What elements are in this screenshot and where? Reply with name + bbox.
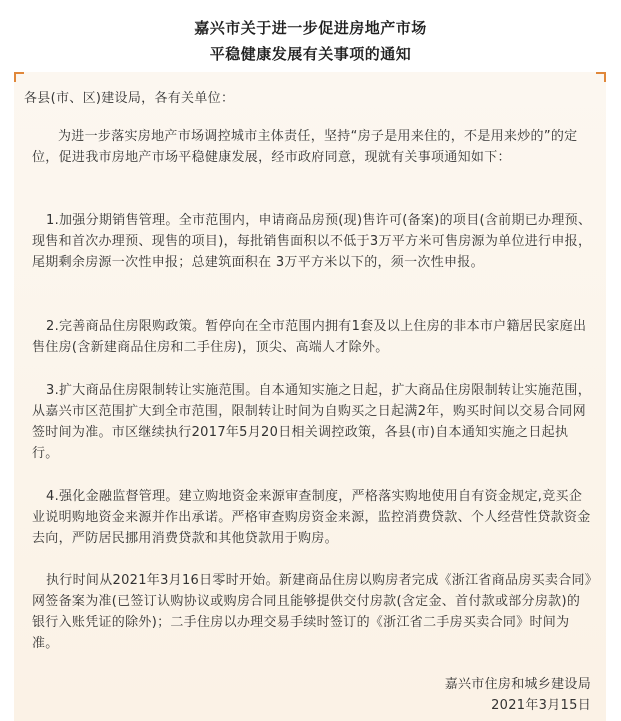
greeting-line: 各县(市、区)建设局，各有关单位： (24, 91, 235, 106)
policy-item-3: 3.扩大商品住房限制转让实施范围。自本通知实施之日起，扩大商品住房限制转让实施范围，从嘉兴市区范围扩大到全市范围，限制转让时间为自购买之日起满2年，购买时间以交易合同网签时间为准。市区继续执行2017年5月20日相关调控政策，各县(市)自本通知实施之日起执行。 (32, 383, 592, 461)
execution-paragraph: 执行时间从2021年3月16日零时开始。新建商品住房以购房者完成《浙江省商品房买卖合同》网签备案为准(已签订认购协议或购房合同且能够提供交付房款(含定金、首付款或部分房款)的银行入账凭证的除外)；二手住房以办理交易手续时签订的《浙江省二手房买卖合同》时间为准。 (32, 573, 592, 651)
document-title-line1: 嘉兴市关于进一步促进房地产市场 (194, 19, 427, 37)
document-header (0, 0, 621, 70)
policy-item-2: 2.完善商品住房限购政策。暂停向在全市范围内拥有1套及以上住房的非本市户籍居民家庭出售住房(含新建商品住房和二手住房)，顶尖、高端人才除外。 (32, 319, 587, 355)
corner-bracket-icon (596, 72, 606, 82)
corner-bracket-icon (14, 72, 24, 82)
document-title-line2: 平稳健康发展有关事项的通知 (209, 45, 412, 63)
issuer-signature: 嘉兴市住房和城乡建设局 (444, 677, 591, 692)
issue-date: 2021年3月15日 (491, 698, 591, 713)
policy-item-1: 1.加强分期销售管理。全市范围内，申请商品房预(现)售许可(备案)的项目(含前期已办理预、现售和首次办理预、现售的项目)，每批销售面积以不低于3万平方米可售房源为单位进行申报，尾期剩余房源一次性申报；总建筑面积在 3万平方米以下的，须一次性申报。 (32, 213, 592, 270)
intro-paragraph: 为进一步落实房地产市场调控城市主体责任，坚持“房子是用来住的，不是用来炒的”的定位，促进我市房地产市场平稳健康发展，经市政府同意，现就有关事项通知如下： (32, 129, 578, 165)
policy-item-4: 4.强化金融监督管理。建立购地资金来源审查制度，严格落实购地使用自有资金规定,竞买企业说明购地资金来源并作出承诺。严格审查购房资金来源，监控消费贷款、个人经营性贷款资金去向，严防居民挪用消费贷款和其他贷款用于购房。 (32, 489, 591, 546)
